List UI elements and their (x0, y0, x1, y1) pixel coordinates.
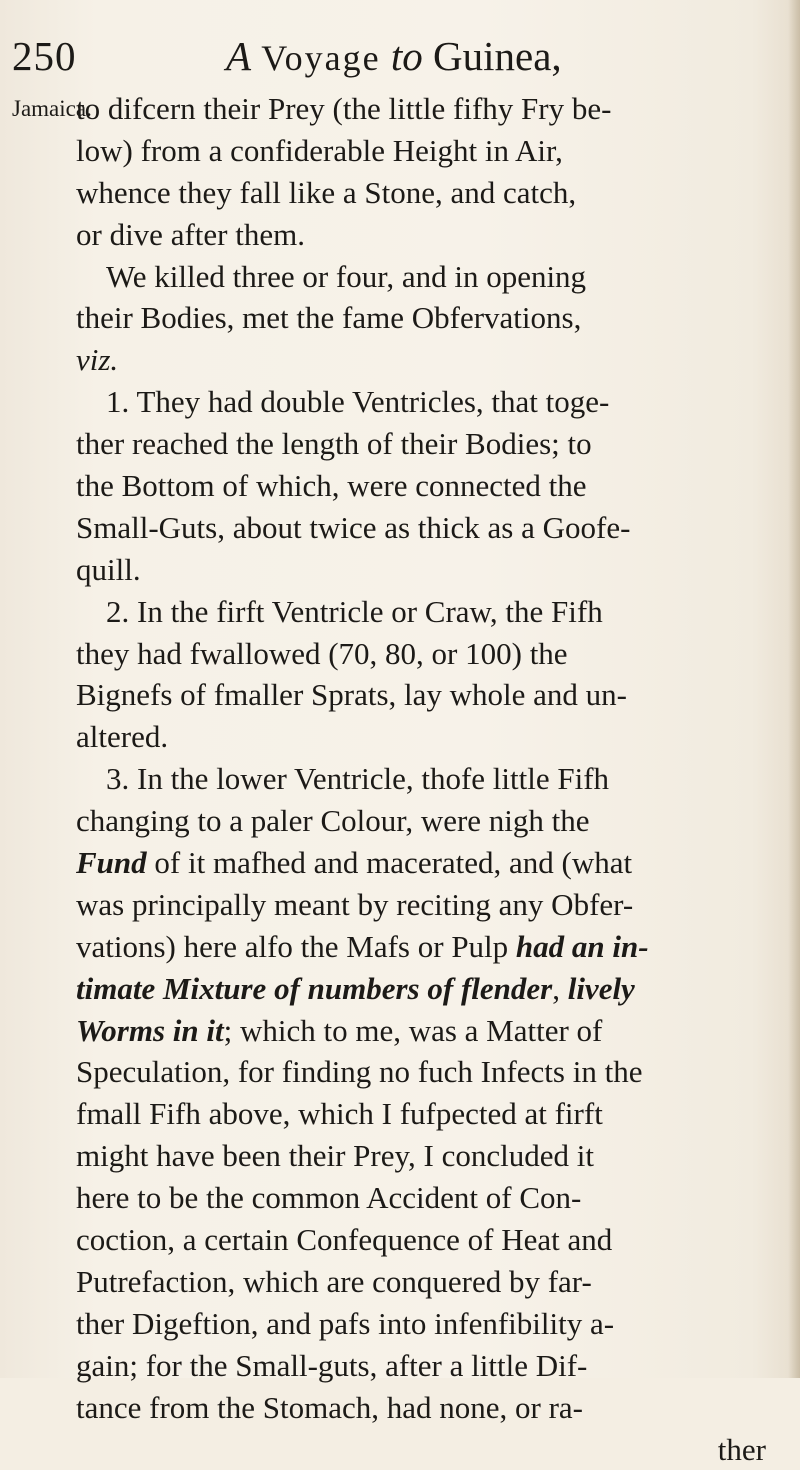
running-title-article: A (226, 33, 251, 79)
text-segment: ; which to me, was a Matter of (224, 1013, 603, 1048)
text-segment: Speculation, for finding no fuch Infects in the (76, 1054, 642, 1089)
text-segment: , (552, 971, 568, 1006)
text-segment: Putrefaction, which are conquered by far- (76, 1264, 592, 1299)
text-segment: Fund (76, 845, 147, 880)
text-line (76, 1261, 766, 1303)
body-text (76, 88, 766, 1470)
text-segment: the Bottom of which, were connected the (76, 468, 586, 503)
text-line (76, 339, 766, 381)
text-segment: lively (568, 971, 635, 1006)
text-segment: had an in- (516, 929, 649, 964)
text-segment: timate Mixture of numbers of flender (76, 971, 552, 1006)
text-segment: 3. In the lower Ventricle, thofe little Fifh (106, 761, 609, 796)
text-segment: ther reached the length of their Bodies; to (76, 426, 592, 461)
text-line (76, 1177, 766, 1219)
text-segment: was principally meant by reciting any Obfer- (76, 887, 633, 922)
text-segment: 1. They had double Ventricles, that toge- (106, 384, 609, 419)
text-line (76, 758, 766, 800)
text-line (76, 591, 766, 633)
text-segment: their Bodies, met the fame Obfervations, (76, 300, 581, 335)
text-segment: might have been their Prey, I concluded it (76, 1138, 594, 1173)
running-title-to: to (391, 33, 423, 79)
text-segment: to difcern their Prey (the little fifhy Fry be- (76, 91, 611, 126)
text-segment: We killed three or four, and in opening (106, 259, 586, 294)
text-segment: here to be the common Accident of Con- (76, 1180, 581, 1215)
text-line (76, 130, 766, 172)
text-segment: quill. (76, 552, 141, 587)
text-line (76, 507, 766, 549)
text-segment: tance from the Stomach, had none, or ra- (76, 1390, 583, 1425)
text-line (76, 1429, 766, 1470)
text-segment: Bignefs of fmaller Sprats, lay whole and un- (76, 677, 627, 712)
text-line (76, 1219, 766, 1261)
text-line (76, 256, 766, 298)
text-line (76, 1010, 766, 1052)
text-line (76, 842, 766, 884)
running-title-voyage: Voyage (261, 38, 380, 78)
text-line (76, 549, 766, 591)
text-line (76, 381, 766, 423)
text-segment: altered. (76, 719, 168, 754)
text-segment: viz. (76, 342, 118, 377)
text-line (76, 674, 766, 716)
text-segment: vations) here alfo the Mafs or Pulp (76, 929, 516, 964)
text-line (76, 968, 766, 1010)
text-segment: ther (718, 1432, 766, 1467)
text-segment: ther Digeftion, and pafs into infenfibility a- (76, 1306, 614, 1341)
text-line (76, 1303, 766, 1345)
text-line (76, 423, 766, 465)
text-segment: Small-Guts, about twice as thick as a Goofe- (76, 510, 630, 545)
page-header (0, 22, 800, 82)
running-title-place: Guinea, (433, 33, 562, 79)
text-line (76, 465, 766, 507)
text-line (76, 633, 766, 675)
text-line (76, 172, 766, 214)
text-segment: they had fwallowed (70, 80, or 100) the (76, 636, 568, 671)
margin-note: Jamaica. (12, 96, 92, 122)
text-line (76, 884, 766, 926)
text-segment: 2. In the firft Ventricle or Craw, the Fifh (106, 594, 603, 629)
text-line (76, 1093, 766, 1135)
running-title (226, 32, 562, 80)
text-line (76, 1387, 766, 1429)
text-line (76, 1345, 766, 1387)
text-segment: fmall Fifh above, which I fufpected at firft (76, 1096, 603, 1131)
text-segment: gain; for the Small-guts, after a little Dif- (76, 1348, 587, 1383)
text-line (76, 800, 766, 842)
text-line (76, 716, 766, 758)
page-edge-shadow (788, 0, 800, 1378)
text-segment: whence they fall like a Stone, and catch, (76, 175, 576, 210)
text-line (76, 214, 766, 256)
text-line (76, 297, 766, 339)
text-line (76, 88, 766, 130)
text-line (76, 1051, 766, 1093)
text-segment: Worms in it (76, 1013, 224, 1048)
text-segment: or dive after them. (76, 217, 305, 252)
text-line (76, 926, 766, 968)
text-segment: coction, a certain Confequence of Heat and (76, 1222, 612, 1257)
text-line (76, 1135, 766, 1177)
page-number: 250 (12, 32, 77, 80)
text-segment: low) from a confiderable Height in Air, (76, 133, 563, 168)
text-segment: changing to a paler Colour, were nigh the (76, 803, 590, 838)
text-segment: of it mafhed and macerated, and (what (147, 845, 632, 880)
